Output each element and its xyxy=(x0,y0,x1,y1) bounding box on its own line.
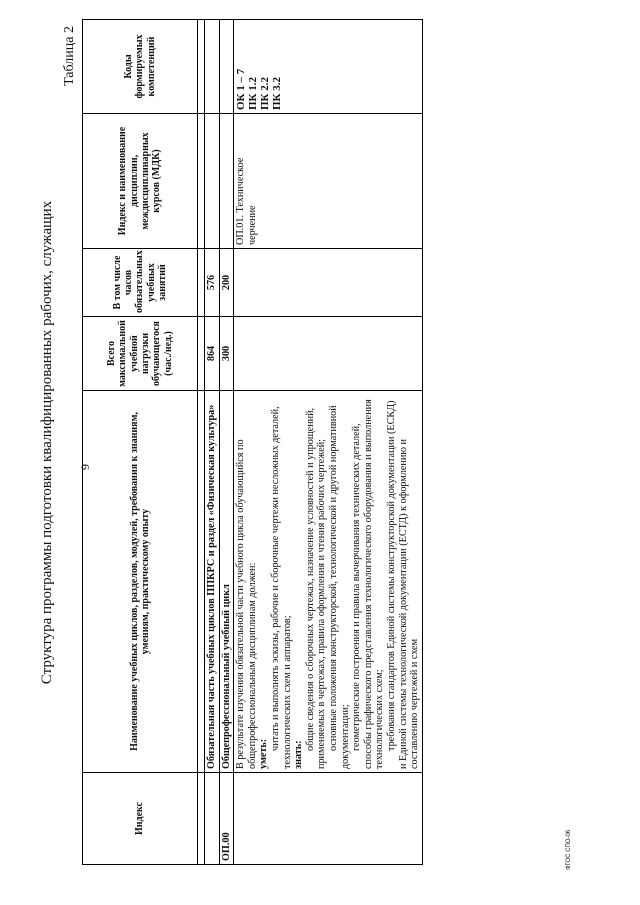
requirements-intro: В результате изучения обязательной части учебного цикла обучающийся по общепрофессиональным дисциплинам должен: xyxy=(235,439,258,769)
cycle-index: ОП.00 xyxy=(219,773,234,865)
knowledge-item: требования стандартов Единой системы конструкторской документации (ЕСКД) и Единой системы технологической документации (ЕСТД) к оформлению и составлению чертежей и схем xyxy=(385,400,421,769)
cycle-name: Общепрофессиональный учебный цикл xyxy=(219,391,234,773)
table-label: Таблица 2 xyxy=(62,26,77,86)
competency-code: ПК 2.2 xyxy=(259,76,272,110)
skill-item: читать и выполнять эскизы, рабочие и сборочные чертежи несложных деталей, технологических схем и аппаратов; xyxy=(269,406,293,769)
knowledge-item: основные положения конструкторской, технологической и другой нормативной документации; xyxy=(327,405,351,769)
footer-code: ФГОС СПО-06 xyxy=(566,829,572,870)
cycle-total: 300 xyxy=(219,317,234,391)
page-number: 9 xyxy=(78,464,92,470)
table-row-discipline xyxy=(234,20,423,865)
header-total: Всего максимальной учебной нагрузки обучающегося (час./нед.) xyxy=(83,317,198,391)
document-title: Структура программы подготовки квалифицированных рабочих, служащих xyxy=(39,200,55,685)
header-classes: В том числе часов обязательных учебных занятий xyxy=(83,249,198,317)
discipline-name: ОП.01. Техническое черчение xyxy=(234,114,423,249)
header-name: Наименование учебных циклов, разделов, модулей, требования к знаниям, умениям, практическому опыту xyxy=(83,391,198,773)
rotated-sheet xyxy=(38,20,583,865)
mandatory-classes: 576 xyxy=(205,249,220,317)
knowledge-heading: знать: xyxy=(293,740,305,769)
cycle-classes: 200 xyxy=(219,249,234,317)
table-row-mandatory xyxy=(205,20,220,865)
skills-heading: уметь: xyxy=(258,738,270,769)
header-index: Индекс xyxy=(83,773,198,865)
competency-code: ОК 1 – 7 xyxy=(235,68,248,110)
header-competencies: Коды формируемых компетенций xyxy=(83,20,198,114)
header-discipline: Индекс и наименование дисциплин, междисциплинарных курсов (МДК) xyxy=(83,114,198,249)
competency-code: ПК 3.2 xyxy=(271,76,284,110)
competency-code: ПК 1.2 xyxy=(247,76,260,110)
knowledge-item: общие сведения о сборочных чертежах, назначение условностей и упрощений, применяемых в чертежах, правила оформления и чтения рабочих чертежей; xyxy=(304,407,328,769)
mandatory-name: Обязательная часть учебных циклов ППКРС и раздел «Физическая культура» xyxy=(205,391,220,773)
knowledge-item: геометрические построения и правила вычерчивания технических деталей, способы графического представления технологического оборудования и выполнения технологических схем; xyxy=(351,399,386,769)
table-row-blank xyxy=(198,20,205,865)
table-header-row xyxy=(83,20,198,865)
mandatory-total: 864 xyxy=(205,317,220,391)
competency-codes xyxy=(234,20,423,114)
discipline-requirements xyxy=(234,391,423,773)
table-row-cycle xyxy=(219,20,234,865)
structure-table xyxy=(82,19,423,865)
